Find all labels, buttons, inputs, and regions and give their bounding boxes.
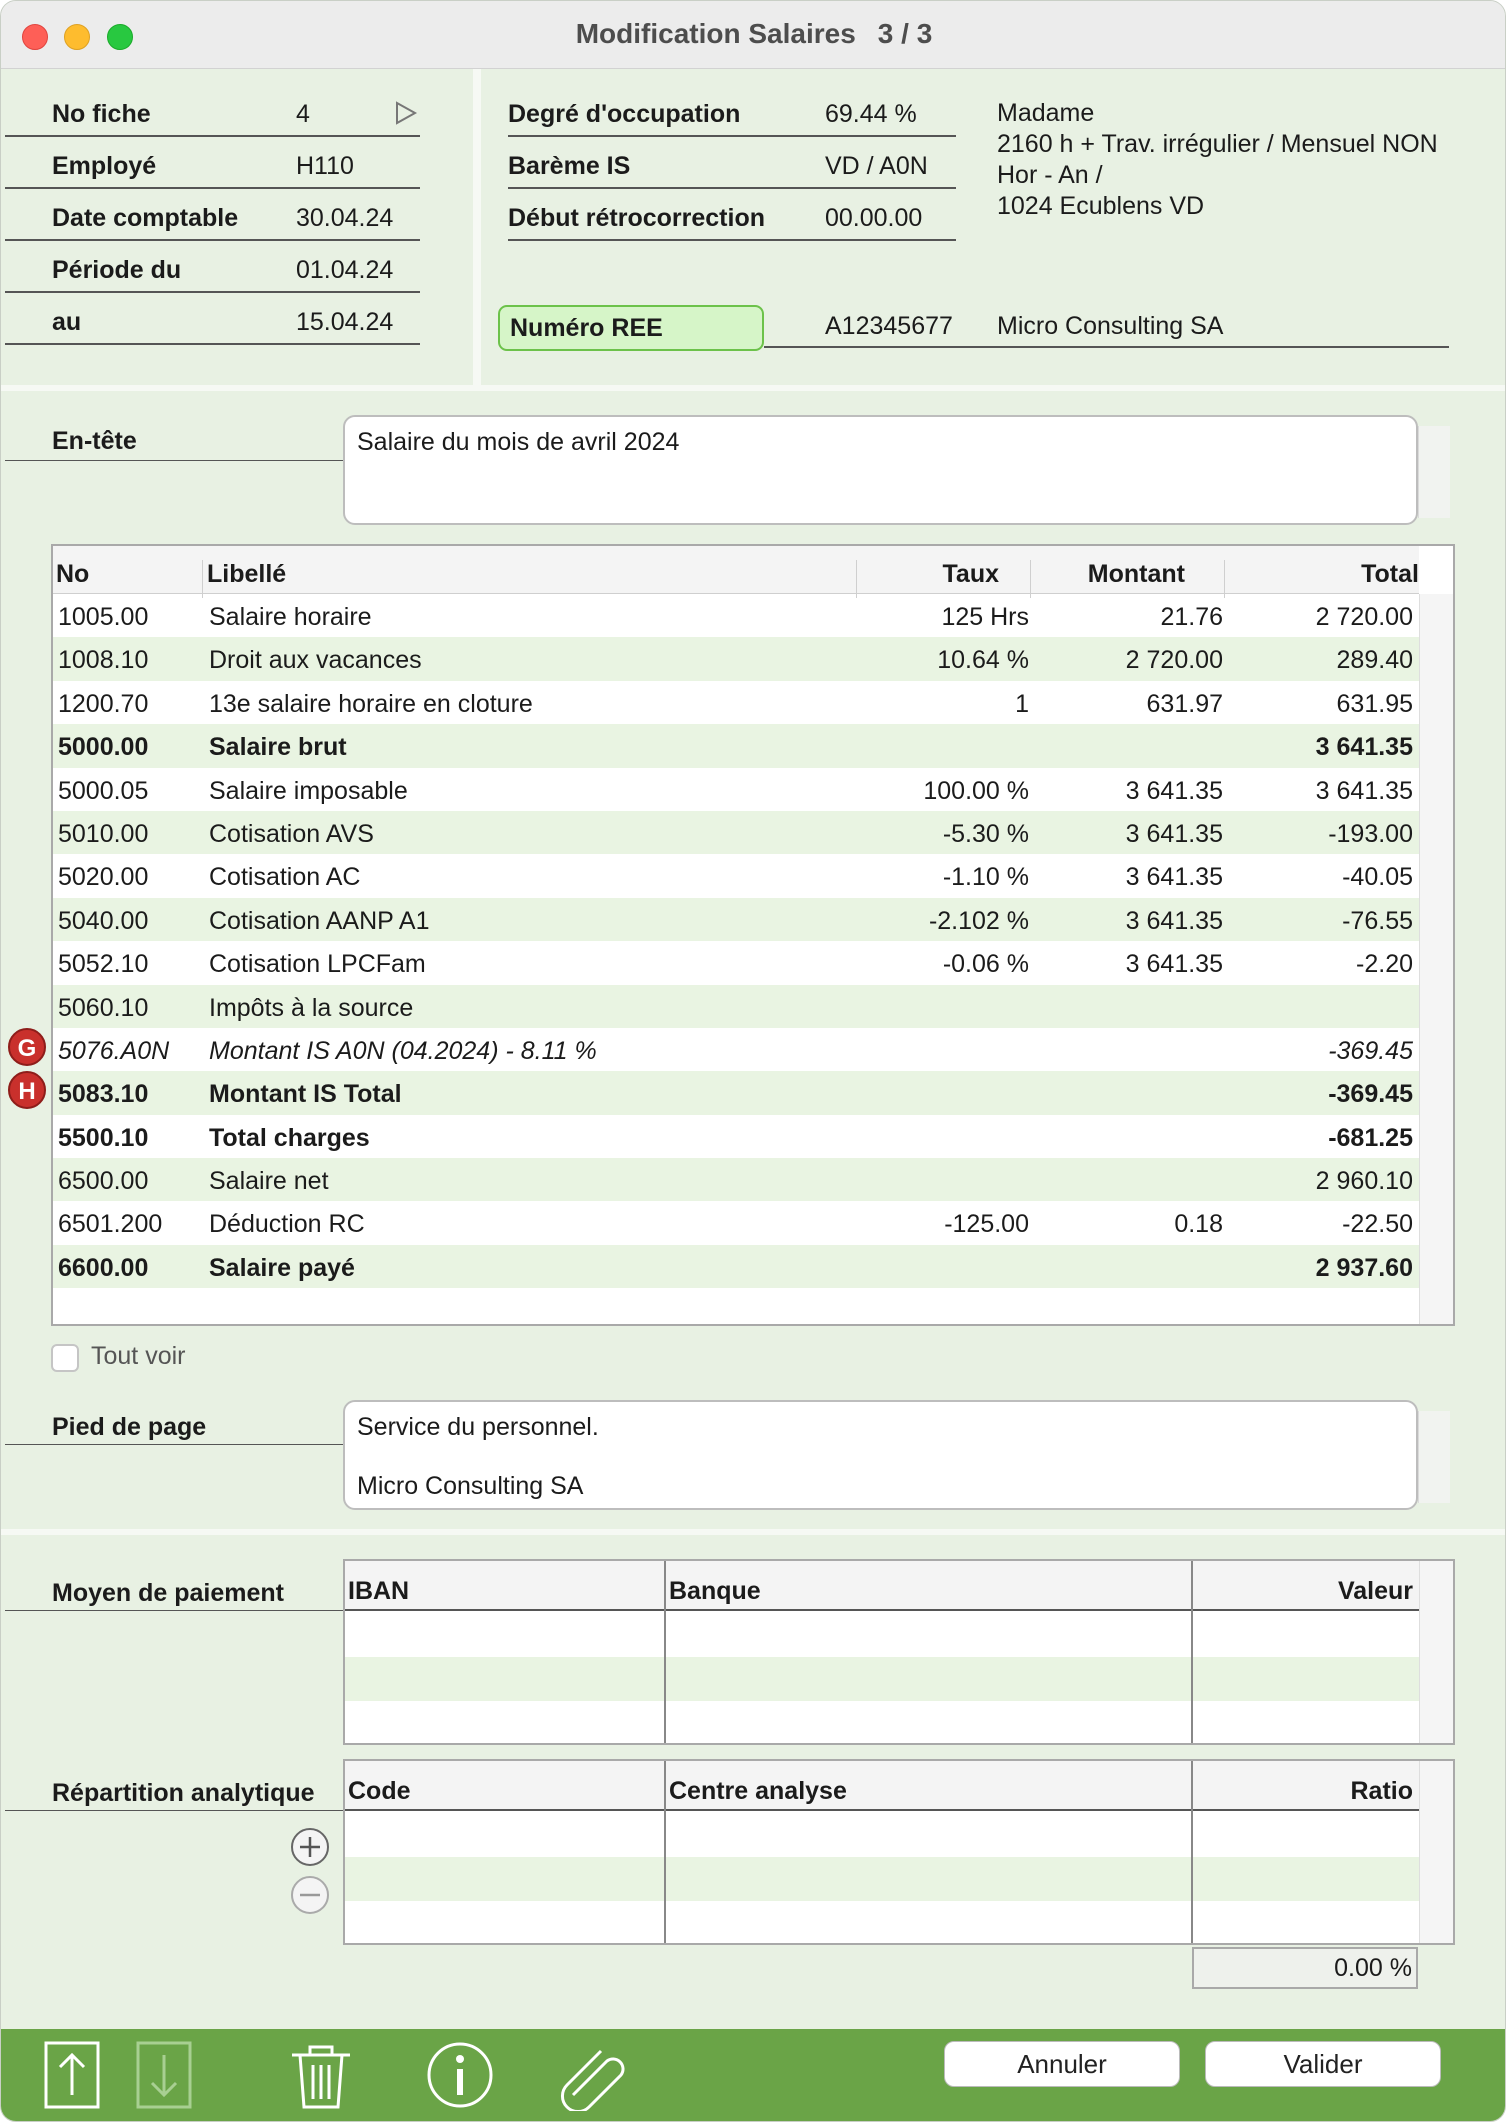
table-row[interactable]	[53, 594, 1419, 637]
cell-no: 6600.00	[58, 1253, 149, 1282]
label-bareme-is: Barème IS	[508, 152, 631, 180]
remove-row-button[interactable]	[291, 1876, 329, 1914]
analytic-table	[343, 1759, 1455, 1945]
col-taux[interactable]: Taux	[942, 560, 999, 588]
label-au: au	[52, 308, 82, 336]
table-row[interactable]	[53, 941, 1419, 984]
divider	[508, 239, 956, 241]
upload-icon[interactable]	[42, 2039, 102, 2111]
cell-libelle: Cotisation AANP A1	[209, 906, 430, 935]
cell-montant: 3 641.35	[1125, 819, 1223, 848]
cell-libelle: Cotisation AVS	[209, 819, 374, 848]
label-degre-occupation: Degré d'occupation	[508, 100, 741, 128]
column-separator	[202, 560, 203, 598]
column-separator	[1191, 1761, 1193, 1943]
cell-libelle: Salaire payé	[209, 1253, 355, 1282]
tout-voir-label: Tout voir	[91, 1342, 186, 1370]
salary-table	[51, 544, 1455, 1326]
cell-libelle: Impôts à la source	[209, 993, 414, 1022]
col-libelle[interactable]: Libellé	[207, 560, 287, 588]
cell-taux: 10.64 %	[937, 646, 1029, 675]
cell-total: 289.40	[1336, 646, 1413, 675]
table-row[interactable]	[53, 985, 1419, 1028]
cell-no: 5040.00	[58, 906, 149, 935]
table-row[interactable]	[345, 1857, 1453, 1901]
table-row[interactable]	[53, 854, 1419, 897]
col-valeur[interactable]: Valeur	[1337, 1577, 1413, 1605]
divider	[5, 1444, 345, 1445]
cell-libelle: Droit aux vacances	[209, 646, 422, 675]
tout-voir-checkbox[interactable]	[51, 1344, 79, 1372]
cell-montant: 3 641.35	[1125, 950, 1223, 979]
column-separator	[664, 1761, 666, 1943]
cell-taux: -0.06 %	[942, 950, 1029, 979]
table-row[interactable]	[53, 1245, 1419, 1288]
table-row[interactable]	[53, 1071, 1419, 1114]
title-bar	[1, 1, 1506, 69]
cell-no: 1200.70	[58, 689, 149, 718]
cell-total: -2.20	[1356, 950, 1413, 979]
table-row[interactable]	[53, 1158, 1419, 1201]
col-montant[interactable]: Montant	[1087, 560, 1185, 588]
ratio-total: 0.00 %	[1192, 1947, 1418, 1989]
divider	[508, 187, 956, 189]
cell-total: 2 960.10	[1315, 1167, 1413, 1196]
page-indicator: 3 / 3	[877, 18, 933, 49]
cell-no: 5000.05	[58, 776, 149, 805]
pied-line-2: Micro Consulting SA	[357, 1472, 584, 1500]
cell-no: 5083.10	[58, 1080, 149, 1109]
cell-no: 1005.00	[58, 603, 149, 631]
paperclip-icon[interactable]	[559, 2039, 631, 2111]
cell-no: 1008.10	[58, 646, 149, 675]
column-separator	[856, 560, 857, 598]
table-row[interactable]	[53, 898, 1419, 941]
cancel-button[interactable]: Annuler	[944, 2041, 1180, 2087]
divider	[5, 1610, 345, 1611]
divider	[5, 1810, 345, 1811]
validate-button[interactable]: Valider	[1205, 2041, 1441, 2087]
trash-icon[interactable]	[286, 2039, 356, 2111]
table-row[interactable]	[53, 1201, 1419, 1244]
divider	[764, 346, 1449, 348]
column-separator	[1030, 560, 1031, 598]
col-ratio[interactable]: Ratio	[1350, 1777, 1413, 1805]
cell-no: 5010.00	[58, 819, 149, 848]
table-scrollbar[interactable]	[1419, 594, 1453, 1324]
table-body	[53, 594, 1419, 1288]
cell-taux: -5.30 %	[942, 819, 1029, 848]
address-line-3: Hor - An /	[997, 161, 1103, 189]
download-icon[interactable]	[134, 2039, 194, 2111]
cell-total: -76.55	[1342, 906, 1413, 935]
cell-libelle: Total charges	[209, 1123, 370, 1152]
section-separator	[1, 385, 1506, 391]
table-row[interactable]	[53, 768, 1419, 811]
divider	[5, 135, 420, 137]
table-row[interactable]	[53, 1115, 1419, 1158]
label-periode-du: Période du	[52, 256, 182, 284]
pied-textarea[interactable]	[343, 1400, 1418, 1510]
table-row[interactable]	[345, 1657, 1453, 1701]
analytic-scrollbar[interactable]	[1419, 1761, 1453, 1943]
cell-montant: 631.97	[1146, 689, 1223, 718]
cell-total: 2 937.60	[1315, 1253, 1413, 1282]
cell-taux: -125.00	[944, 1210, 1029, 1239]
value-no-fiche: 4	[296, 100, 310, 128]
cell-no: 5500.10	[58, 1123, 149, 1152]
cell-taux: 100.00 %	[923, 776, 1029, 805]
cell-total: -369.45	[1328, 1080, 1413, 1109]
table-row[interactable]	[53, 637, 1419, 680]
address-line-1: Madame	[997, 99, 1095, 127]
scrollbar[interactable]	[1418, 1411, 1450, 1503]
pied-line-1: Service du personnel.	[357, 1413, 599, 1441]
cell-total: -193.00	[1328, 819, 1413, 848]
ree-button[interactable]	[498, 305, 764, 351]
label-pied-de-page: Pied de page	[52, 1413, 207, 1441]
divider	[5, 291, 420, 293]
window-title: Modification Salaires 3 / 3	[575, 18, 933, 49]
cell-libelle: Salaire imposable	[209, 776, 408, 805]
cell-montant: 21.76	[1160, 603, 1223, 631]
cell-montant: 3 641.35	[1125, 776, 1223, 805]
divider	[5, 187, 420, 189]
cell-total: -369.45	[1328, 1036, 1413, 1065]
label-moyen-paiement: Moyen de paiement	[52, 1579, 284, 1607]
cell-no: 5020.00	[58, 863, 149, 892]
cell-taux: 1	[1015, 689, 1029, 718]
value-debut-retrocorrection: 00.00.00	[825, 204, 923, 232]
value-date-comptable: 30.04.24	[296, 204, 394, 232]
label-entete: En-tête	[52, 427, 137, 455]
section-separator	[1, 1529, 1506, 1535]
badge-g-icon[interactable]: G	[8, 1028, 46, 1066]
label-no-fiche: No fiche	[52, 100, 151, 128]
table-row[interactable]	[53, 681, 1419, 724]
address-line-4: 1024 Ecublens VD	[997, 192, 1205, 220]
column-separator	[1224, 560, 1225, 598]
cell-montant: 3 641.35	[1125, 863, 1223, 892]
value-employe: H110	[296, 152, 354, 180]
header-divider	[473, 69, 481, 387]
table-row[interactable]	[53, 724, 1419, 767]
cell-montant: 3 641.35	[1125, 906, 1223, 935]
cell-total: -22.50	[1342, 1210, 1413, 1239]
cell-no: 5000.00	[58, 733, 149, 762]
cell-no: 6501.200	[58, 1210, 163, 1239]
address-line-2: 2160 h + Trav. irrégulier / Mensuel NON	[997, 130, 1438, 158]
divider	[508, 135, 956, 137]
divider	[5, 343, 420, 345]
label-date-comptable: Date comptable	[52, 204, 239, 232]
col-iban[interactable]: IBAN	[348, 1577, 410, 1605]
table-row[interactable]	[53, 1028, 1419, 1071]
ree-company: Micro Consulting SA	[997, 312, 1224, 340]
label-repartition: Répartition analytique	[52, 1779, 315, 1807]
cell-libelle: Cotisation LPCFam	[209, 950, 426, 979]
info-icon[interactable]	[425, 2039, 495, 2111]
cell-libelle: Cotisation AC	[209, 863, 361, 892]
col-total[interactable]: Total	[1361, 560, 1419, 588]
cell-libelle: Salaire horaire	[209, 603, 372, 631]
table-header	[53, 546, 1419, 594]
payment-header	[345, 1561, 1453, 1611]
value-degre-occupation: 69.44 %	[825, 100, 917, 128]
col-no[interactable]: No	[56, 560, 90, 588]
cell-taux: -2.102 %	[928, 906, 1029, 935]
label-employe: Employé	[52, 152, 157, 180]
label-debut-retrocorrection: Début rétrocorrection	[508, 204, 765, 232]
col-code[interactable]: Code	[348, 1777, 411, 1805]
cell-taux: -1.10 %	[942, 863, 1029, 892]
value-periode-du: 01.04.24	[296, 256, 394, 284]
cell-libelle: Montant IS Total	[209, 1080, 402, 1109]
value-au: 15.04.24	[296, 308, 394, 336]
payment-scrollbar[interactable]	[1419, 1561, 1453, 1743]
cell-taux: 125 Hrs	[941, 603, 1029, 631]
value-bareme-is: VD / A0N	[825, 152, 928, 180]
cell-no: 5052.10	[58, 950, 149, 979]
cell-total: -681.25	[1328, 1123, 1413, 1152]
scrollbar[interactable]	[1418, 426, 1450, 518]
entete-textarea[interactable]: Salaire du mois de avril 2024	[343, 415, 1418, 525]
label-numero-ree: Numéro REE	[510, 314, 663, 342]
next-arrow-icon[interactable]	[394, 100, 418, 126]
cell-total: 3 641.35	[1315, 776, 1413, 805]
cell-no: 5076.A0N	[58, 1036, 170, 1065]
cell-no: 5060.10	[58, 993, 149, 1022]
cell-no: 6500.00	[58, 1167, 149, 1196]
cell-total: -40.05	[1342, 863, 1413, 892]
table-row[interactable]	[53, 811, 1419, 854]
cell-libelle: 13e salaire horaire en cloture	[209, 689, 533, 718]
cell-total: 631.95	[1336, 689, 1413, 718]
col-centre-analyse[interactable]: Centre analyse	[669, 1777, 847, 1805]
divider	[5, 460, 345, 461]
badge-h-icon[interactable]: H	[8, 1071, 46, 1109]
cell-libelle: Déduction RC	[209, 1210, 365, 1239]
value-numero-ree: A12345677	[825, 312, 953, 340]
cell-libelle: Salaire brut	[209, 733, 347, 762]
minus-icon	[293, 1878, 327, 1912]
cell-total: 3 641.35	[1315, 733, 1413, 762]
column-separator	[1191, 1561, 1193, 1743]
cell-montant: 2 720.00	[1125, 646, 1223, 675]
plus-icon	[293, 1830, 327, 1864]
cell-libelle: Montant IS A0N (04.2024) - 8.11 %	[209, 1036, 597, 1065]
add-row-button[interactable]	[291, 1828, 329, 1866]
cell-total: 2 720.00	[1315, 603, 1413, 631]
payment-table	[343, 1559, 1455, 1745]
analytic-header	[345, 1761, 1453, 1811]
cell-libelle: Salaire net	[209, 1167, 329, 1196]
divider	[5, 239, 420, 241]
col-banque[interactable]: Banque	[669, 1577, 761, 1605]
cell-montant: 0.18	[1174, 1210, 1223, 1239]
column-separator	[664, 1561, 666, 1743]
